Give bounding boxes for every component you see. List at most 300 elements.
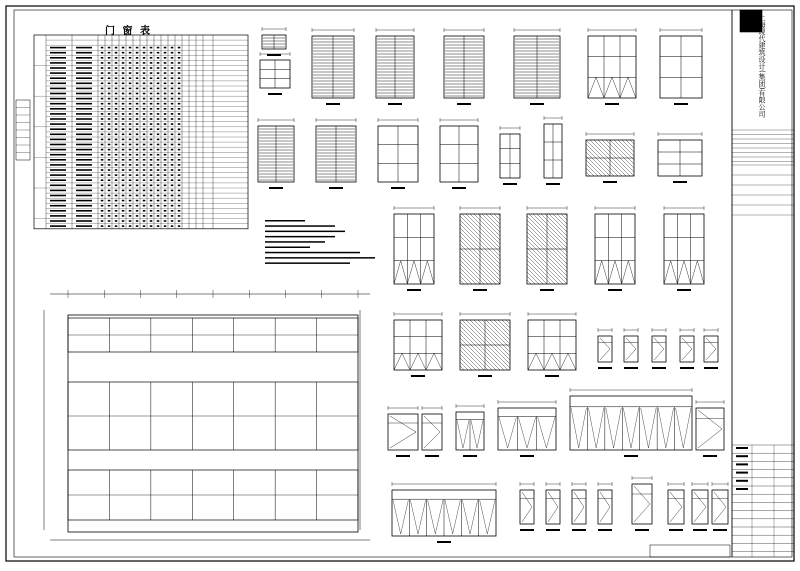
hatch-line	[460, 276, 468, 284]
schedule-cell-text	[171, 113, 174, 115]
schedule-cell-text	[136, 149, 139, 151]
schedule-cell-text	[101, 220, 104, 222]
schedule-cell-text	[101, 164, 104, 166]
schedule-cell-text	[101, 210, 104, 212]
door-swing	[390, 416, 416, 448]
schedule-cell-text	[143, 139, 146, 141]
schedule-cell-text	[115, 57, 118, 59]
schedule-cell-text	[50, 57, 66, 59]
note-line	[265, 225, 335, 227]
schedule-cell-text	[101, 200, 104, 202]
elevation-label	[396, 455, 410, 457]
schedule-cell-text	[178, 113, 181, 115]
schedule-cell-text	[164, 57, 167, 59]
schedule-cell-text	[115, 139, 118, 141]
title-block-text	[736, 472, 748, 474]
schedule-cell-text	[143, 149, 146, 151]
schedule-cell-text	[76, 93, 92, 95]
schedule-cell-text	[178, 164, 181, 166]
schedule-cell-text	[101, 103, 104, 105]
hatch-line	[626, 140, 634, 148]
schedule-cell-text	[115, 72, 118, 74]
door-swing	[706, 338, 716, 360]
schedule-cell-text	[164, 215, 167, 217]
schedule-cell-text	[178, 72, 181, 74]
window-c17	[394, 214, 434, 284]
schedule-cell-text	[164, 108, 167, 110]
title-block-text	[736, 455, 748, 457]
schedule-cell-text	[129, 108, 132, 110]
schedule-cell-text	[178, 139, 181, 141]
schedule-cell-text	[76, 185, 92, 187]
schedule-cell-text	[122, 169, 125, 171]
schedule-cell-text	[150, 200, 153, 202]
hatch-line	[490, 214, 500, 224]
schedule-cell-text	[122, 62, 125, 64]
schedule-cell-text	[143, 108, 146, 110]
slide-mark	[588, 408, 603, 448]
hatch-line	[557, 214, 567, 224]
schedule-cell-text	[115, 98, 118, 100]
schedule-cell-text	[108, 179, 111, 181]
schedule-cell-text	[122, 174, 125, 176]
schedule-cell-text	[150, 195, 153, 197]
hatch-line	[474, 320, 510, 356]
elevation-label	[503, 183, 517, 185]
schedule-cell-text	[150, 159, 153, 161]
schedule-cell-text	[136, 103, 139, 105]
schedule-cell-text	[129, 190, 132, 192]
door-swing	[682, 338, 692, 360]
schedule-cell-text	[178, 210, 181, 212]
slide-mark	[499, 417, 516, 448]
schedule-cell-text	[150, 225, 153, 227]
schedule-cell-text	[157, 164, 160, 166]
schedule-cell-text	[129, 67, 132, 69]
schedule-cell-text	[108, 108, 111, 110]
schedule-cell-text	[76, 144, 92, 146]
elevation-label	[530, 103, 544, 105]
schedule-cell-text	[50, 118, 66, 120]
schedule-cell-text	[136, 144, 139, 146]
schedule-cell-text	[108, 113, 111, 115]
elevation-label	[598, 367, 612, 369]
hatch-line	[470, 214, 500, 244]
schedule-cell-text	[178, 118, 181, 120]
elevation-label	[452, 187, 466, 189]
schedule-cell-text	[129, 93, 132, 95]
hatch-line	[486, 214, 500, 228]
hatch-line	[602, 140, 634, 172]
schedule-cell-text	[122, 220, 125, 222]
schedule-cell-text	[136, 154, 139, 156]
door-m14	[692, 490, 708, 524]
schedule-cell-text	[115, 62, 118, 64]
schedule-cell-text	[171, 220, 174, 222]
schedule-cell-text	[108, 154, 111, 156]
schedule-cell-text	[122, 88, 125, 90]
schedule-cell-text	[150, 169, 153, 171]
schedule-cell-text	[157, 149, 160, 151]
schedule-cell-text	[178, 77, 181, 79]
schedule-cell-text	[143, 62, 146, 64]
schedule-cell-text	[157, 108, 160, 110]
schedule-cell-text	[50, 200, 66, 202]
schedule-cell-text	[101, 154, 104, 156]
schedule-cell-text	[171, 52, 174, 54]
schedule-cell-text	[50, 103, 66, 105]
schedule-cell-text	[164, 128, 167, 130]
schedule-cell-text	[122, 190, 125, 192]
schedule-cell-text	[76, 72, 92, 74]
schedule-cell-text	[150, 205, 153, 207]
title-block-text	[736, 488, 748, 490]
opening-mark	[691, 261, 704, 284]
schedule-cell-text	[108, 83, 111, 85]
schedule-cell-text	[115, 134, 118, 136]
schedule-cell-text	[101, 190, 104, 192]
door-m5	[570, 396, 692, 450]
schedule-cell-text	[108, 225, 111, 227]
schedule-cell-text	[143, 52, 146, 54]
schedule-cell-text	[76, 190, 92, 192]
schedule-cell-text	[115, 164, 118, 166]
schedule-cell-text	[122, 128, 125, 130]
window-c22	[394, 320, 442, 370]
schedule-cell-text	[122, 123, 125, 125]
schedule-cell-text	[136, 134, 139, 136]
schedule-cell-text	[136, 52, 139, 54]
schedule-cell-text	[122, 164, 125, 166]
schedule-cell-text	[150, 77, 153, 79]
hatch-line	[527, 276, 535, 284]
schedule-cell-text	[178, 174, 181, 176]
schedule-cell-text	[129, 215, 132, 217]
schedule-cell-text	[129, 225, 132, 227]
schedule-cell-text	[150, 154, 153, 156]
schedule-cell-text	[108, 77, 111, 79]
schedule-cell-text	[164, 174, 167, 176]
elevation-label	[520, 529, 534, 531]
company-name: 上海现代建筑设计(集团)有限公司	[758, 14, 766, 118]
schedule-cell-text	[108, 164, 111, 166]
schedule-cell-text	[115, 185, 118, 187]
schedule-cell-text	[171, 154, 174, 156]
schedule-cell-text	[50, 83, 66, 85]
schedule-cell-text	[178, 205, 181, 207]
schedule-cell-text	[115, 83, 118, 85]
schedule-cell-text	[136, 205, 139, 207]
schedule-cell-text	[150, 72, 153, 74]
schedule-cell-text	[157, 118, 160, 120]
schedule-cell-text	[178, 62, 181, 64]
schedule-cell-text	[108, 205, 111, 207]
schedule-cell-text	[115, 159, 118, 161]
schedule-cell-text	[50, 220, 66, 222]
schedule-cell-text	[150, 144, 153, 146]
schedule-cell-text	[150, 113, 153, 115]
hatch-line	[482, 214, 500, 232]
elevation-label	[624, 367, 638, 369]
schedule-cell-text	[171, 128, 174, 130]
opening-mark	[664, 261, 677, 284]
schedule-cell-text	[157, 113, 160, 115]
schedule-cell-text	[171, 149, 174, 151]
schedule-cell-text	[157, 225, 160, 227]
slide-mark	[462, 500, 477, 534]
schedule-cell-text	[136, 72, 139, 74]
schedule-cell-text	[178, 179, 181, 181]
door-swing	[714, 492, 726, 522]
schedule-cell-text	[150, 83, 153, 85]
schedule-cell-text	[76, 123, 92, 125]
hatch-line	[527, 280, 531, 284]
schedule-cell-text	[115, 108, 118, 110]
schedule-cell-text	[143, 185, 146, 187]
schedule-cell-text	[136, 57, 139, 59]
schedule-cell-text	[129, 205, 132, 207]
schedule-cell-text	[143, 144, 146, 146]
schedule-cell-text	[164, 83, 167, 85]
door-swing	[424, 416, 440, 448]
hatch-line	[506, 320, 510, 324]
schedule-cell-text	[122, 118, 125, 120]
schedule-cell-text	[143, 215, 146, 217]
schedule-cell-text	[150, 149, 153, 151]
window-c7	[588, 36, 636, 98]
schedule-cell-text	[108, 139, 111, 141]
schedule-cell-text	[129, 52, 132, 54]
schedule-cell-text	[178, 67, 181, 69]
schedule-cell-text	[129, 149, 132, 151]
schedule-cell-text	[171, 98, 174, 100]
hatch-line	[460, 362, 468, 370]
hatch-line	[460, 264, 480, 284]
slide-mark	[676, 408, 691, 448]
elevation-label	[473, 289, 487, 291]
inner-border	[14, 10, 792, 557]
schedule-cell-text	[50, 149, 66, 151]
schedule-cell-text	[115, 210, 118, 212]
schedule-cell-text	[76, 83, 92, 85]
schedule-cell-text	[150, 134, 153, 136]
schedule-cell-text	[76, 174, 92, 176]
elevation-label	[635, 529, 649, 531]
title-block-text	[736, 447, 748, 449]
door-swing	[548, 492, 558, 522]
hatch-line	[527, 268, 543, 284]
schedule-cell-text	[129, 179, 132, 181]
schedule-cell-text	[50, 67, 66, 69]
schedule-cell-text	[164, 210, 167, 212]
hatch-line	[460, 252, 492, 284]
schedule-cell-text	[108, 200, 111, 202]
schedule-cell-text	[122, 108, 125, 110]
sheet-border	[6, 6, 794, 561]
schedule-cell-text	[76, 98, 92, 100]
door-m6	[696, 408, 724, 450]
door-m15	[712, 490, 728, 524]
hatch-line	[586, 152, 610, 176]
schedule-cell-text	[101, 88, 104, 90]
window-c21	[664, 214, 704, 284]
schedule-cell-text	[76, 128, 92, 130]
hatch-line	[462, 320, 510, 368]
slide-mark	[538, 417, 555, 448]
hatch-line	[460, 338, 492, 370]
schedule-cell-text	[157, 103, 160, 105]
door-swing	[670, 492, 682, 522]
schedule-cell-text	[76, 67, 92, 69]
schedule-cell-text	[50, 215, 66, 217]
schedule-cell-text	[164, 123, 167, 125]
schedule-cell-text	[50, 62, 66, 64]
schedule-cell-text	[108, 185, 111, 187]
schedule-cell-text	[50, 108, 66, 110]
schedule-cell-text	[136, 88, 139, 90]
schedule-cell-text	[136, 210, 139, 212]
hatch-line	[460, 268, 476, 284]
schedule-cell-text	[76, 77, 92, 79]
schedule-cell-text	[171, 200, 174, 202]
door-m13	[668, 490, 684, 524]
schedule-cell-text	[150, 215, 153, 217]
note-line	[265, 236, 335, 238]
schedule-cell-text	[115, 225, 118, 227]
schedule-cell-text	[122, 47, 125, 49]
schedule-cell-text	[108, 57, 111, 59]
schedule-cell-text	[129, 159, 132, 161]
schedule-cell-text	[143, 190, 146, 192]
schedule-cell-text	[115, 103, 118, 105]
schedule-cell-text	[143, 164, 146, 166]
schedule-cell-text	[108, 93, 111, 95]
hatch-line	[478, 320, 510, 352]
schedule-cell-text	[178, 108, 181, 110]
schedule-cell-text	[115, 215, 118, 217]
door-m1	[388, 414, 418, 450]
schedule-cell-text	[178, 169, 181, 171]
schedule-cell-text	[122, 154, 125, 156]
schedule-cell-text	[143, 72, 146, 74]
schedule-cell-text	[171, 67, 174, 69]
schedule-cell-text	[101, 139, 104, 141]
schedule-cell-text	[171, 215, 174, 217]
schedule-cell-text	[101, 72, 104, 74]
schedule-cell-text	[164, 225, 167, 227]
slide-mark	[623, 408, 638, 448]
elevation-label	[624, 455, 638, 457]
schedule-cell-text	[164, 72, 167, 74]
schedule-cell-text	[178, 190, 181, 192]
schedule-cell-text	[171, 190, 174, 192]
elevation-label	[704, 367, 718, 369]
schedule-cell-text	[164, 159, 167, 161]
door-m12	[632, 484, 652, 524]
hatch-line	[553, 214, 567, 228]
schedule-cell-text	[178, 83, 181, 85]
schedule-cell-text	[129, 185, 132, 187]
schedule-cell-text	[129, 83, 132, 85]
schedule-cell-text	[101, 144, 104, 146]
schedule-cell-text	[115, 174, 118, 176]
opening-mark	[407, 261, 420, 284]
hatch-line	[586, 172, 590, 176]
elevation-label	[520, 455, 534, 457]
title-block-text	[736, 463, 748, 465]
schedule-cell-text	[178, 57, 181, 59]
schedule-cell-text	[122, 144, 125, 146]
schedule-cell-text	[136, 108, 139, 110]
schedule-cell-text	[50, 88, 66, 90]
schedule-cell-text	[129, 62, 132, 64]
schedule-cell-text	[150, 93, 153, 95]
schedule-cell-text	[136, 159, 139, 161]
schedule-cell-text	[157, 210, 160, 212]
schedule-cell-text	[150, 52, 153, 54]
schedule-cell-text	[76, 47, 92, 49]
schedule-cell-text	[136, 123, 139, 125]
schedule-cell-text	[178, 220, 181, 222]
schedule-cell-text	[50, 179, 66, 181]
schedule-cell-text	[76, 108, 92, 110]
schedule-cell-text	[108, 62, 111, 64]
opening-mark	[544, 353, 560, 370]
schedule-cell-text	[164, 205, 167, 207]
schedule-cell-text	[171, 108, 174, 110]
schedule-cell-text	[122, 103, 125, 105]
schedule-cell-text	[143, 47, 146, 49]
schedule-cell-text	[150, 67, 153, 69]
schedule-cell-text	[178, 215, 181, 217]
schedule-cell-text	[157, 134, 160, 136]
schedule-cell-text	[143, 195, 146, 197]
schedule-cell-text	[108, 123, 111, 125]
hatch-line	[460, 280, 464, 284]
schedule-cell-text	[115, 67, 118, 69]
schedule-cell-text	[164, 154, 167, 156]
schedule-cell-text	[171, 210, 174, 212]
schedule-cell-text	[76, 134, 92, 136]
schedule-cell-text	[178, 88, 181, 90]
schedule-cell-text	[178, 93, 181, 95]
schedule-cell-text	[50, 123, 66, 125]
hatch-line	[502, 320, 510, 328]
schedule-cell-text	[164, 67, 167, 69]
schedule-cell-text	[150, 108, 153, 110]
note-line	[265, 257, 375, 259]
schedule-cell-text	[164, 179, 167, 181]
schedule-cell-text	[164, 88, 167, 90]
schedule-cell-text	[122, 98, 125, 100]
opening-mark	[410, 353, 426, 370]
schedule-cell-text	[108, 128, 111, 130]
schedule-cell-text	[129, 57, 132, 59]
schedule-cell-text	[136, 179, 139, 181]
schedule-cell-text	[101, 98, 104, 100]
schedule-cell-text	[164, 139, 167, 141]
schedule-cell-text	[108, 215, 111, 217]
schedule-cell-text	[101, 205, 104, 207]
elevation-label	[598, 529, 612, 531]
schedule-cell-text	[164, 185, 167, 187]
elevation-label	[411, 375, 425, 377]
schedule-cell-text	[171, 144, 174, 146]
schedule-cell-text	[171, 57, 174, 59]
schedule-cell-text	[129, 164, 132, 166]
schedule-cell-text	[164, 113, 167, 115]
schedule-cell-text	[129, 98, 132, 100]
